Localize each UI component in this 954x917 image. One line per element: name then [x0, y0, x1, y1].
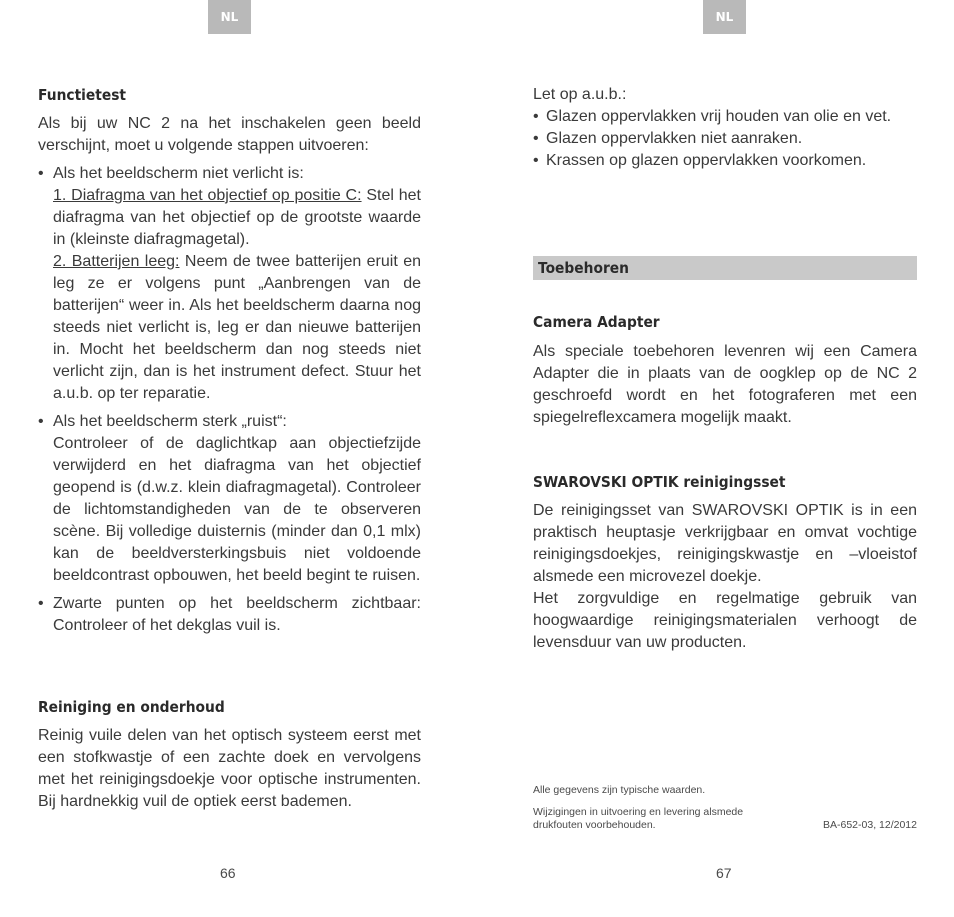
bullet-title: Als het beeldscherm niet verlicht is:: [53, 165, 304, 182]
list-item: • Glazen oppervlakken vrij houden van olie en vet.: [533, 106, 917, 128]
functietest-section: [38, 85, 421, 637]
document-code: BA-652-03, 12/2012: [823, 819, 917, 831]
bullet-text: Controleer of de daglichtkap aan objectiefzijde verwijderd en het diafragma van het objectief geopend is (d.w.z. klein diafragmagetal). Controleer de lichtomstandigheden van de te observeren scène. Bij volledige duisternis (minder dan 0,1 mlx) kan de beeldversterkingsbuis niet voldoende beeldcontrast opbouwen, het beeld begint te ruisen.: [53, 435, 421, 584]
step1-text: Stel het diafragma van het objectief op de grootste waarde in (kleinste diafragmagetal).: [53, 187, 421, 248]
list-item: [38, 411, 421, 587]
language-tab: NL: [208, 0, 251, 34]
page-number: 66: [220, 865, 236, 881]
note-intro: Let op a.u.b.:: [533, 86, 627, 103]
footer-changes-line: drukfouten voorbehouden.: [533, 819, 656, 831]
reiniging-heading: Reiniging en onderhoud: [38, 698, 225, 716]
footer-values-note: Alle gegevens zijn typische waarden.: [533, 784, 706, 796]
functietest-list: [38, 163, 421, 637]
toebehoren-band: [533, 256, 917, 280]
step2-label: 2. Batterijen leeg:: [53, 253, 180, 270]
functietest-intro: Als bij uw NC 2 na het inschakelen geen beeld verschijnt, moet u volgende stappen uitvoeren:: [38, 115, 421, 154]
bullet-title: Als het beeldscherm sterk „ruist“:: [53, 413, 287, 430]
step2-text: Neem de twee batterijen eruit en leg ze er volgens punt „Aanbrengen van de batterijen“ weer in. Als het beeldscherm daarna nog steeds niet verlicht is, leg er dan nieuwe batterijen in. Mocht het beeldscherm dan nog steeds niet verlicht zijn, dan is het instrument defect. Stuur het a.u.b. op ter reparatie.: [53, 253, 421, 402]
camera-adapter-heading: Camera Adapter: [533, 313, 660, 331]
reiniging-text: Reinig vuile delen van het optisch systeem eerst met een stofkwastje of een zachte doek en vervolgens met het reinigingsdoekje voor optische instrumenten. Bij hardnekkig vuil de optiek eerst bademen.: [38, 727, 421, 810]
reinigingsset-heading: SWAROVSKI OPTIK reinigingsset: [533, 473, 786, 491]
right-page: [477, 0, 954, 917]
note-list: [533, 106, 917, 172]
reinigingsset-section: [533, 472, 917, 654]
page-number: 67: [716, 865, 732, 881]
functietest-heading: Functietest: [38, 86, 127, 104]
list-item: [38, 163, 421, 405]
reinigingsset-text: De reinigingsset van SWAROVSKI OPTIK is in een praktisch heuptasje verkrijgbaar en omvat vochtige reinigingsdoekjes, reinigingskwastje en –vloeistof alsmede een microvezel doekje.: [533, 502, 917, 585]
toebehoren-heading: Toebehoren: [538, 259, 629, 277]
list-item: • Glazen oppervlakken niet aanraken.: [533, 128, 917, 150]
footer-changes-line: Wijzigingen in uitvoering en levering alsmede: [533, 806, 744, 818]
language-tab: NL: [703, 0, 746, 34]
list-item: • Krassen op glazen oppervlakken voorkomen.: [533, 150, 917, 172]
camera-adapter-text: Als speciale toebehoren levenren wij een Camera Adapter die in plaats van de oogklep op de NC 2 geschroefd wordt en het fotograferen met een spiegelreflexcamera mogelijk maakt.: [533, 343, 917, 426]
step1-label: 1. Diafragma van het objectief op positie C:: [53, 187, 362, 204]
list-item: • Zwarte punten op het beeldscherm zichtbaar: Controleer of het dekglas vuil is.: [38, 593, 421, 637]
camera-adapter-section: [533, 312, 917, 429]
reiniging-section: [38, 697, 421, 813]
reinigingsset-text: Het zorgvuldige en regelmatige gebruik van hoogwaardige reinigingsmaterialen verhoogt de levensduur van uw producten.: [533, 590, 917, 651]
note-section: [533, 84, 917, 172]
